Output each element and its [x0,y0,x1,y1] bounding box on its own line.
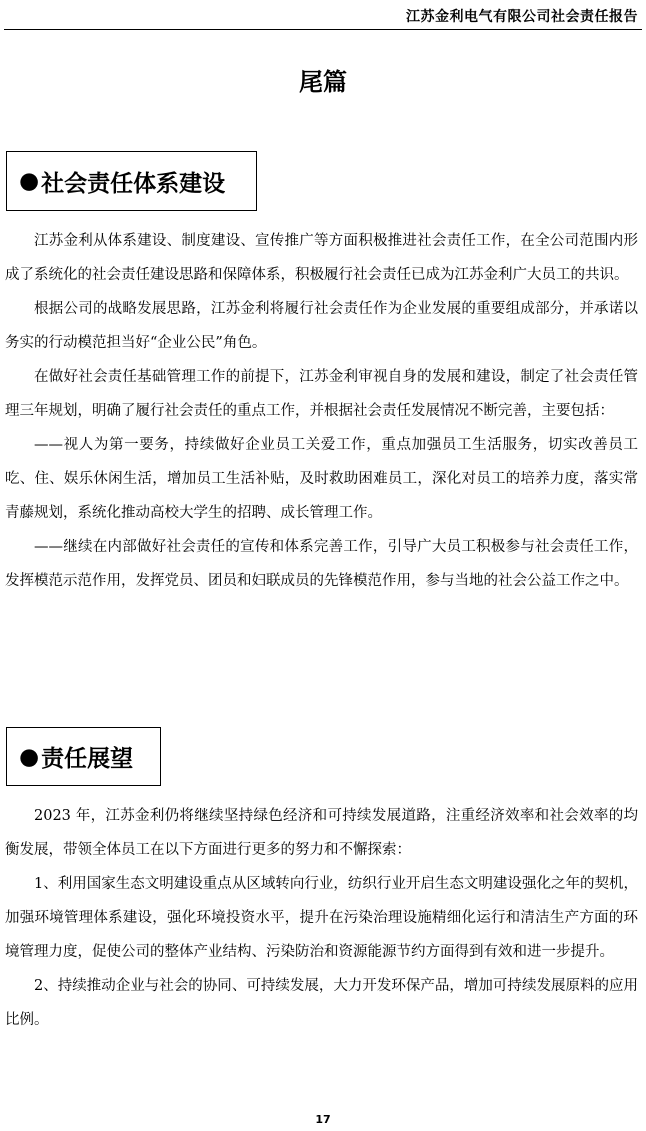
section-heading-label: 社会责任体系建设 [41,170,226,197]
running-header-title: 江苏金利电气有限公司社会责任报告 [406,9,638,25]
paragraph: ——继续在内部做好社会责任的宣传和体系完善工作，引导广大员工积极参与社会责任工作，发挥模范示范作用，发挥党员、团员和妇联成员的先锋模范作用，参与当地的社会公益工作之中。 [5,539,638,589]
bullet-dot-icon: ● [19,743,40,770]
paragraph: 江苏金利从体系建设、制度建设、宣传推广等方面积极推进社会责任工作，在全公司范围内形成了系统化的社会责任建设思路和保障体系，积极履行社会责任已成为江苏金利广大员工的共识。 [5,233,638,283]
header-divider [4,29,642,30]
section-body-csr-system [5,224,638,598]
paragraph: 2、持续推动企业与社会的协同、可持续发展，大力开发环保产品，增加可持续发展原料的应用比例。 [5,978,638,1028]
paragraph: ——视人为第一要务，持续做好企业员工关爱工作，重点加强员工生活服务，切实改善员工吃、住、娱乐休闲生活，增加员工生活补贴，及时救助困难员工，深化对员工的培养力度，落实常青藤规划，系统化推动高校大学生的招聘、成长管理工作。 [5,437,638,521]
section-body-outlook [5,799,638,1037]
paragraph: 根据公司的战略发展思路，江苏金利将履行社会责任作为企业发展的重要组成部分，并承诺以务实的行动模范担当好“企业公民”角色。 [5,301,638,351]
paragraph: 2023 年，江苏金利仍将继续坚持绿色经济和可持续发展道路，注重经济效率和社会效率的均衡发展，带领全体员工在以下方面进行更多的努力和不懈探索： [5,808,638,858]
section-heading-outlook [6,727,161,786]
page-number: 17 [315,1113,331,1126]
bullet-dot-icon: ● [19,168,40,194]
section-heading-csr-system [6,151,257,211]
paragraph: 1、利用国家生态文明建设重点从区域转向行业，纺织行业开启生态文明建设强化之年的契机，加强环境管理体系建设，强化环境投资水平，提升在污染治理设施精细化运行和清洁生产方面的环境管理力度，促使公司的整体产业结构、污染防治和资源能源节约方面得到有效和进一步提升。 [5,876,638,960]
page-title: 尾篇 [299,68,347,96]
paragraph: 在做好社会责任基础管理工作的前提下，江苏金利审视自身的发展和建设，制定了社会责任管理三年规划，明确了履行社会责任的重点工作，并根据社会责任发展情况不断完善，主要包括： [5,369,638,419]
section-heading-label: 责任展望 [41,746,134,772]
